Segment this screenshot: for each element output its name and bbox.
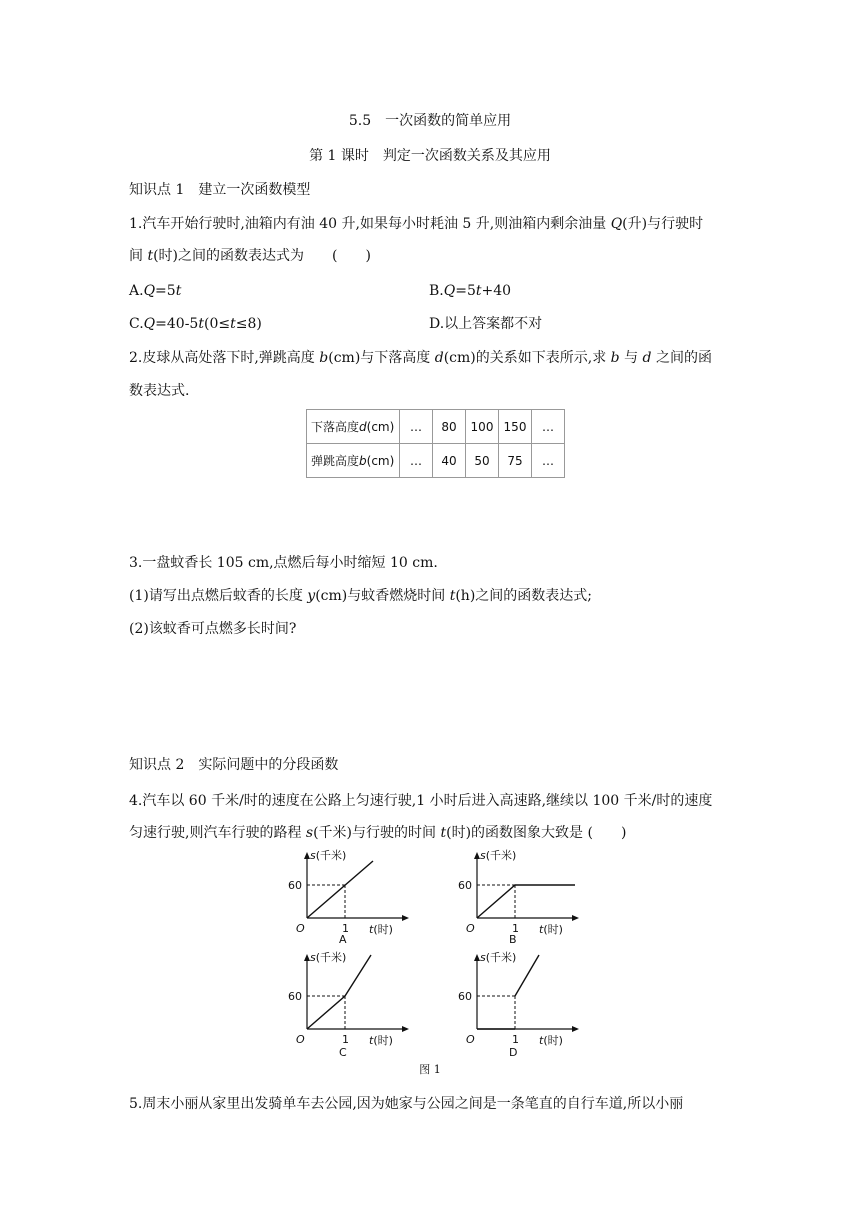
x-axis-arrow (402, 915, 409, 921)
q4-line1: 4.汽车以 60 千米/时的速度在公路上匀速行驶,1 小时后进入高速路,继续以 100 千米/时的速度 (129, 793, 713, 809)
row-header-drop: 下落高度d(cm) (307, 410, 400, 444)
graph-line (307, 861, 373, 918)
table-cell: … (400, 444, 433, 478)
graph-line (477, 885, 575, 918)
graph-d[interactable] (455, 946, 585, 1058)
y-tick-60: 60 (288, 879, 302, 892)
q4-line2: 匀速行驶,则汽车行驶的路程 s(千米)与行驶的时间 t(时)的函数图象大致是 ( ) (129, 825, 627, 841)
origin-label: O (466, 1033, 475, 1046)
y-tick-60: 60 (458, 879, 472, 892)
graph-c[interactable] (285, 946, 415, 1058)
q2-line1: 2.皮球从高处落下时,弹跳高度 b(cm)与下落高度 d(cm)的关系如下表所示,求 b 与 d 之间的函 (129, 350, 712, 366)
table-cell: 100 (466, 410, 499, 444)
section-title: 5.5 一次函数的简单应用 (348, 113, 512, 129)
y-axis-label: s(千米) (480, 951, 517, 964)
table-cell: 80 (433, 410, 466, 444)
graph-label-a: A (339, 933, 347, 946)
graph-label-d: D (509, 1046, 518, 1059)
graph-label-c: C (339, 1046, 347, 1059)
knowledge-point-1: 知识点 1 建立一次函数模型 (129, 182, 311, 198)
graph-label-b: B (509, 933, 517, 946)
origin-label: O (296, 922, 305, 935)
x-axis-label: t(时) (539, 1034, 563, 1047)
x-axis-arrow (572, 915, 579, 921)
q1-option-c[interactable]: C.Q=40-5t(0≤t≤8) (129, 316, 262, 332)
q1-option-d[interactable]: D.以上答案都不对 (429, 316, 543, 332)
x-tick-1: 1 (342, 1033, 349, 1046)
y-axis-label: s(千米) (310, 849, 347, 862)
y-tick-60: 60 (458, 990, 472, 1003)
lesson-subtitle: 第 1 课时 判定一次函数关系及其应用 (309, 148, 551, 164)
origin-label: O (466, 922, 475, 935)
q3-part1: (1)请写出点燃后蚊香的长度 y(cm)与蚊香燃烧时间 t(h)之间的函数表达式; (129, 588, 593, 604)
table-cell: 40 (433, 444, 466, 478)
x-axis-label: t(时) (539, 923, 563, 936)
table-cell: 150 (499, 410, 532, 444)
graph-line (307, 955, 371, 1029)
x-tick-1: 1 (512, 1033, 519, 1046)
x-axis-label: t(时) (369, 1034, 393, 1047)
table-cell: 50 (466, 444, 499, 478)
q1-option-b[interactable]: B.Q=5t+40 (429, 283, 512, 299)
x-axis-arrow (572, 1026, 579, 1032)
graph-line-steep (515, 955, 539, 996)
q1-option-a[interactable]: A.Q=5t (129, 283, 182, 299)
table-row (307, 410, 565, 444)
x-tick-1: 1 (342, 922, 349, 935)
origin-label: O (296, 1033, 305, 1046)
knowledge-point-2: 知识点 2 实际问题中的分段函数 (129, 757, 339, 773)
y-axis-label: s(千米) (310, 951, 347, 964)
q2-line2: 数表达式. (129, 383, 190, 399)
q1-line1: 1.汽车开始行驶时,油箱内有油 40 升,如果每小时耗油 5 升,则油箱内剩余油量 Q(升)与行驶时 (129, 216, 704, 232)
q1-line2: 间 t(时)之间的函数表达式为 ( ) (129, 248, 371, 264)
table-cell: … (532, 444, 565, 478)
q5-line1: 5.周末小丽从家里出发骑单车去公园,因为她家与公园之间是一条笔直的自行车道,所以小丽 (129, 1096, 684, 1112)
graph-b[interactable] (455, 844, 585, 944)
drop-height-table (306, 409, 565, 478)
q3-part2: (2)该蚊香可点燃多长时间? (129, 621, 297, 637)
q3-line1: 3.一盘蚊香长 105 cm,点燃后每小时缩短 10 cm. (129, 555, 438, 571)
table-row (307, 444, 565, 478)
table-cell: … (532, 410, 565, 444)
graph-a[interactable] (285, 844, 415, 944)
table-cell: 75 (499, 444, 532, 478)
x-tick-1: 1 (512, 922, 519, 935)
x-axis-label: t(时) (369, 923, 393, 936)
x-axis-arrow (402, 1026, 409, 1032)
y-tick-60: 60 (288, 990, 302, 1003)
table-cell: … (400, 410, 433, 444)
figure-caption: 图 1 (419, 1063, 441, 1076)
row-header-bounce: 弹跳高度b(cm) (307, 444, 400, 478)
y-axis-label: s(千米) (480, 849, 517, 862)
